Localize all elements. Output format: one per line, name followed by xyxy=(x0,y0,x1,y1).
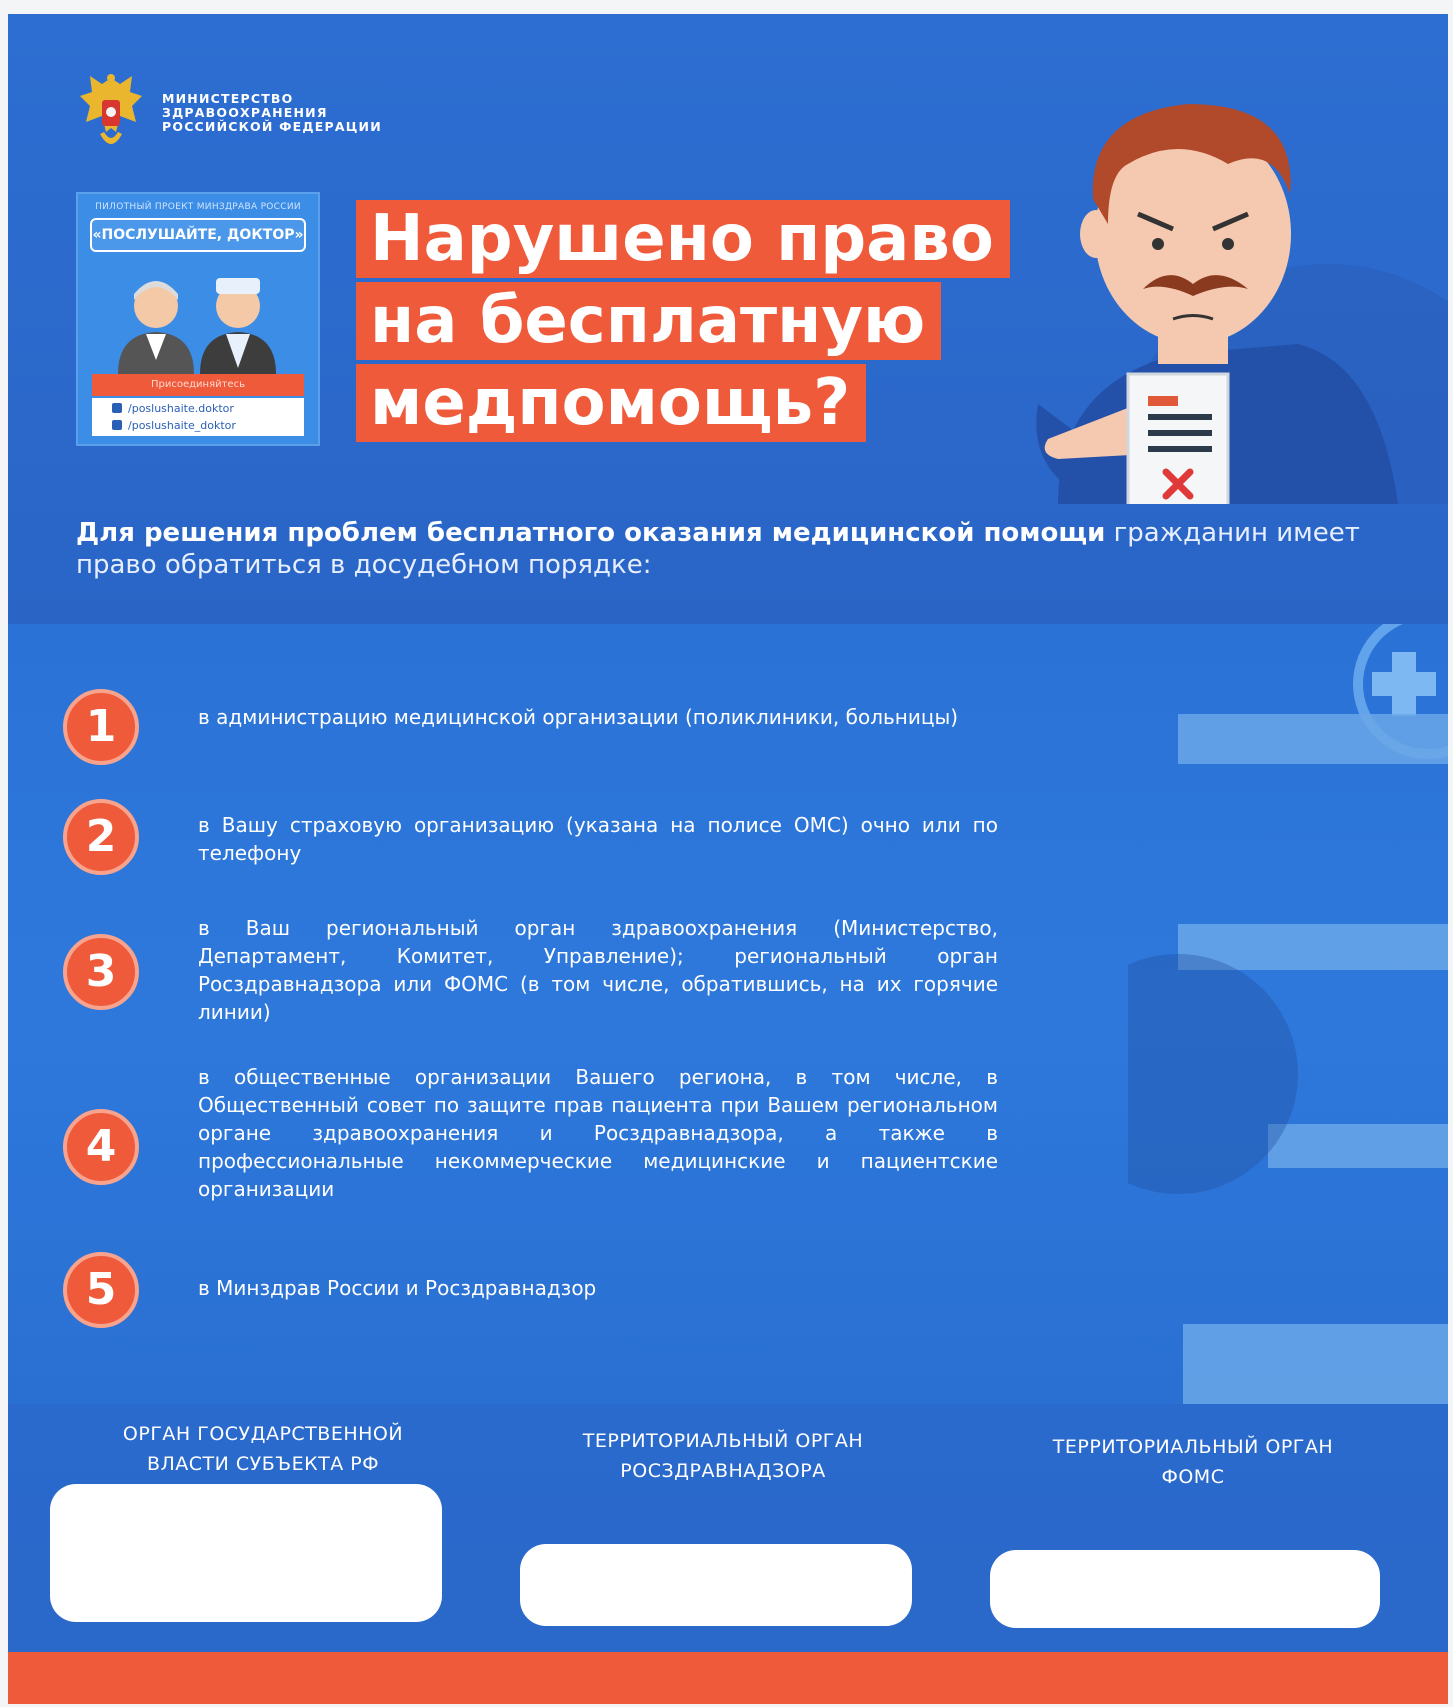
item-text: в Вашу страховую организацию (указана на полисе ОМС) очно или по телефону xyxy=(198,813,998,865)
promo-title: «ПОСЛУШАЙТЕ, ДОКТОР» xyxy=(90,218,306,252)
item-number: 1 xyxy=(63,689,139,765)
intro-bold: Для решения проблем бесплатного оказания медицинской помощи xyxy=(76,518,1106,548)
headline-line-3: медпомощь? xyxy=(356,364,866,442)
promo-link-vk: /poslushaite_doktor xyxy=(92,417,304,434)
promo-people-illustration xyxy=(98,264,298,374)
facebook-icon xyxy=(112,403,122,413)
ministry-line-2: ЗДРАВООХРАНЕНИЯ xyxy=(162,105,328,120)
org-state-authority-label: ОРГАН ГОСУДАРСТВЕННОЙ ВЛАСТИ СУБЪЕКТА РФ xyxy=(122,1423,404,1475)
vk-icon xyxy=(112,420,122,430)
promo-links xyxy=(92,398,304,436)
item-number: 3 xyxy=(63,934,139,1010)
org-roszdravnadzor-label: ТЕРРИТОРИАЛЬНЫЙ ОРГАН РОСЗДРАВНАДЗОРА xyxy=(582,1430,864,1482)
intro-rest: гражданин имеет право обратиться в досудебном порядке: xyxy=(76,518,1360,580)
russian-coat-of-arms-icon xyxy=(76,70,146,156)
decorative-shapes xyxy=(1128,624,1448,1404)
promo-bar: Присоединяйтесь xyxy=(92,374,304,396)
ministry-logo xyxy=(76,70,382,156)
org-roszdravnadzor-field[interactable] xyxy=(520,1544,912,1626)
item-text: в Минздрав России и Росздравнадзор xyxy=(198,1276,597,1300)
footer-stripe xyxy=(8,1652,1448,1704)
item-text: в Ваш региональный орган здравоохранения (Министерство, Департамент, Комитет, Управление); региональный орган Росздравнадзора или ФОМС (в том числе, обратившись, на их горячие линии) xyxy=(198,916,998,1024)
intro-paragraph xyxy=(76,517,1376,581)
item-number: 5 xyxy=(63,1252,139,1328)
headline-line-1: Нарушено право xyxy=(356,200,1010,278)
org-foms-label: ТЕРРИТОРИАЛЬНЫЙ ОРГАН ФОМС xyxy=(1052,1436,1334,1488)
promo-card xyxy=(76,192,320,446)
headline xyxy=(356,200,1026,446)
ministry-line-1: МИНИСТЕРСТВО xyxy=(162,91,294,106)
angry-doctor-character xyxy=(998,84,1448,504)
promo-top-text: ПИЛОТНЫЙ ПРОЕКТ МИНЗДРАВА РОССИИ xyxy=(95,202,301,212)
item-number: 4 xyxy=(63,1109,139,1185)
poster xyxy=(8,14,1448,1704)
ministry-line-3: РОССИЙСКОЙ ФЕДЕРАЦИИ xyxy=(162,119,382,134)
item-number: 2 xyxy=(63,799,139,875)
org-foms-field[interactable] xyxy=(990,1550,1380,1628)
item-text: в администрацию медицинской организации (поликлиники, больницы) xyxy=(198,705,959,729)
org-state-authority-field[interactable] xyxy=(50,1484,442,1622)
promo-link-facebook: /poslushaite.doktor xyxy=(92,400,304,417)
item-text: в общественные организации Вашего региона, в том числе, в Общественный совет по защите прав пациента при Вашем региональном органе здравоохранения и Росздравнадзора, а также в профессиональные некоммерческие медицинские и пациентские организации xyxy=(198,1065,998,1201)
headline-line-2: на бесплатную xyxy=(356,282,941,360)
